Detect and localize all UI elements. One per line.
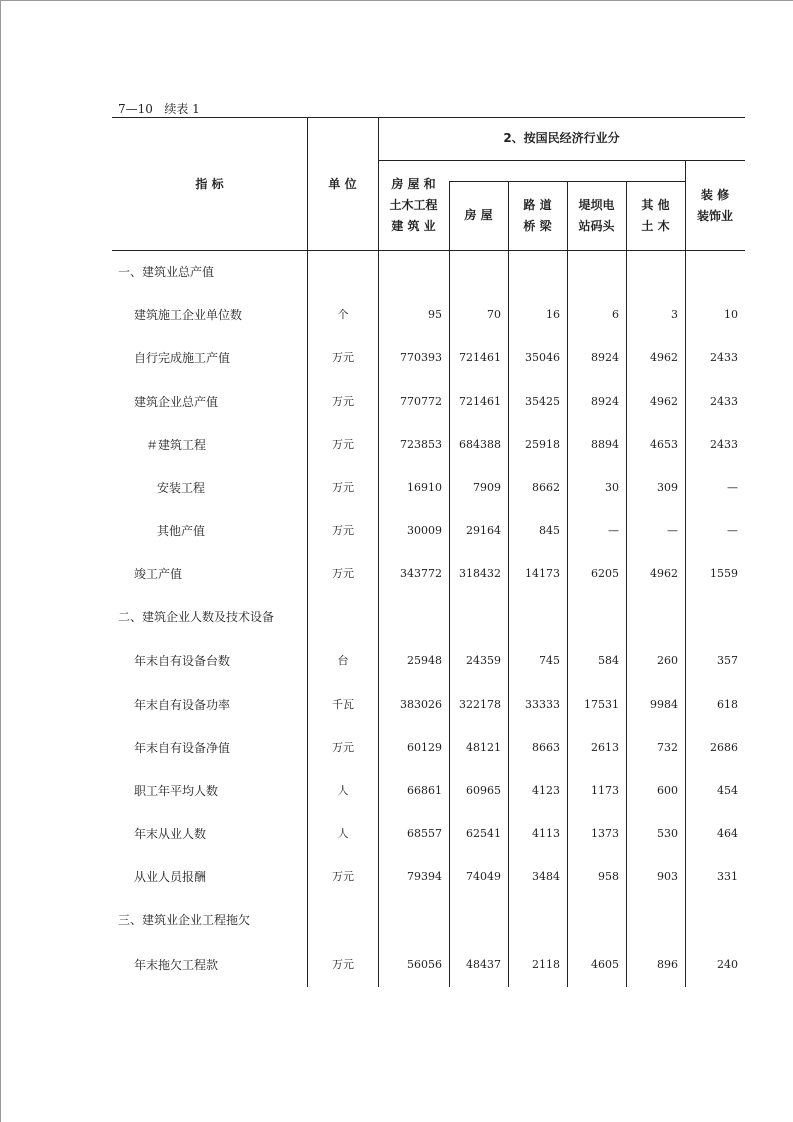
value-cell: 309 — [657, 481, 678, 494]
value-cell: 66861 — [407, 784, 442, 797]
value-cell: — — [727, 481, 738, 494]
value-cell: 70 — [487, 308, 501, 321]
header-col-decoration: 装 修 装饰业 — [696, 188, 733, 223]
value-cell: 95 — [428, 308, 442, 321]
value-cell: 35046 — [525, 351, 560, 364]
header-col-dam-port: 堤坝电 站码头 — [578, 198, 615, 233]
value-cell: 17531 — [584, 698, 619, 711]
row-label: 三、建筑业企业工程拖欠 — [118, 913, 251, 927]
value-cell: 8924 — [591, 351, 619, 364]
col-divider-road — [508, 181, 509, 987]
table-caption: 7—10 续表 1 — [118, 102, 200, 116]
value-cell: 4605 — [591, 958, 619, 971]
value-cell: 770772 — [400, 395, 442, 408]
value-cell: 60129 — [407, 741, 442, 754]
value-cell: 1173 — [591, 784, 619, 797]
value-cell: 6 — [612, 308, 619, 321]
row-label: 职工年平均人数 — [134, 784, 219, 798]
value-cell: 79394 — [407, 870, 442, 883]
header-col-other-civil: 其 他 土 木 — [641, 198, 670, 233]
value-cell: 684388 — [459, 438, 501, 451]
value-cell: 16910 — [407, 481, 442, 494]
row-label: 一、建筑业总产值 — [118, 265, 215, 279]
col-divider-other — [626, 181, 627, 987]
value-cell: 357 — [717, 654, 738, 667]
row-unit: 万元 — [332, 741, 354, 754]
value-cell: 721461 — [459, 351, 501, 364]
value-cell: 8894 — [591, 438, 619, 451]
row-label: 年末自有设备功率 — [134, 698, 231, 712]
value-cell: 2686 — [710, 741, 738, 754]
header-bottom-rule — [112, 250, 745, 251]
value-cell: 16 — [546, 308, 560, 321]
value-cell: 48121 — [466, 741, 501, 754]
value-cell: 383026 — [400, 698, 442, 711]
value-cell: 2433 — [710, 438, 738, 451]
value-cell: 62541 — [466, 827, 501, 840]
value-cell: 25948 — [407, 654, 442, 667]
value-cell: 2118 — [532, 958, 560, 971]
value-cell: 24359 — [466, 654, 501, 667]
value-cell: 33333 — [525, 698, 560, 711]
value-cell: 1559 — [710, 567, 738, 580]
row-unit: 个 — [337, 308, 349, 321]
value-cell: 322178 — [459, 698, 501, 711]
value-cell: 896 — [657, 958, 678, 971]
row-unit: 千瓦 — [332, 698, 354, 711]
header-col-housing: 房 屋 — [464, 208, 493, 222]
value-cell: 618 — [717, 698, 738, 711]
col-divider-group — [378, 117, 379, 987]
value-cell: 35425 — [525, 395, 560, 408]
row-label: 自行完成施工产值 — [134, 351, 231, 365]
value-cell: 1373 — [591, 827, 619, 840]
value-cell: 530 — [657, 827, 678, 840]
value-cell: 903 — [657, 870, 678, 883]
col-divider-housing — [449, 181, 450, 987]
header-col-road-bridge: 路 道 桥 梁 — [523, 198, 552, 233]
row-label: 建筑施工企业单位数 — [134, 308, 243, 322]
header-indicator: 指 标 — [195, 177, 224, 191]
header-group-title: 2、按国民经济行业分 — [503, 131, 620, 145]
row-label: 年末从业人数 — [134, 827, 207, 841]
value-cell: 10 — [724, 308, 738, 321]
value-cell: 584 — [598, 654, 619, 667]
value-cell: 331 — [717, 870, 738, 883]
value-cell: 14173 — [525, 567, 560, 580]
col-divider-dam — [567, 181, 568, 987]
value-cell: 721461 — [459, 395, 501, 408]
row-unit: 万元 — [332, 395, 354, 408]
value-cell: 8662 — [532, 481, 560, 494]
page-frame-left — [0, 0, 1, 1122]
row-unit: 万元 — [332, 481, 354, 494]
value-cell: 2613 — [591, 741, 619, 754]
value-cell: 48437 — [466, 958, 501, 971]
value-cell: 3 — [671, 308, 678, 321]
value-cell: 2433 — [710, 395, 738, 408]
row-label: 从业人员报酬 — [134, 870, 207, 884]
value-cell: 4962 — [650, 567, 678, 580]
row-unit: 台 — [337, 654, 349, 667]
value-cell: 770393 — [400, 351, 442, 364]
value-cell: 56056 — [407, 958, 442, 971]
value-cell: 30009 — [407, 524, 442, 537]
value-cell: 3484 — [532, 870, 560, 883]
value-cell: 318432 — [459, 567, 501, 580]
table-top-rule — [112, 117, 745, 118]
value-cell: 723853 — [400, 438, 442, 451]
value-cell: 464 — [717, 827, 738, 840]
value-cell: 60965 — [466, 784, 501, 797]
value-cell: 6205 — [591, 567, 619, 580]
value-cell: 7909 — [473, 481, 501, 494]
group-title-rule — [378, 160, 745, 161]
value-cell: 958 — [598, 870, 619, 883]
row-label: 年末自有设备净值 — [134, 741, 231, 755]
col-divider-unit — [307, 117, 308, 987]
value-cell: 74049 — [466, 870, 501, 883]
value-cell: 4653 — [650, 438, 678, 451]
value-cell: 745 — [539, 654, 560, 667]
value-cell: 454 — [717, 784, 738, 797]
value-cell: 30 — [605, 481, 619, 494]
value-cell: — — [667, 524, 678, 537]
header-col-building-civil: 房 屋 和 土木工程 建 筑 业 — [389, 177, 438, 233]
value-cell: 2433 — [710, 351, 738, 364]
value-cell: 25918 — [525, 438, 560, 451]
row-label: 年末自有设备台数 — [134, 654, 231, 668]
row-label: 竣工产值 — [134, 567, 183, 581]
row-unit: 万元 — [332, 567, 354, 580]
row-label: ＃建筑工程 — [146, 438, 207, 452]
value-cell: 29164 — [466, 524, 501, 537]
row-unit: 万元 — [332, 524, 354, 537]
row-unit: 万元 — [332, 958, 354, 971]
header-unit: 单 位 — [328, 177, 357, 191]
value-cell: 343772 — [400, 567, 442, 580]
value-cell: 4123 — [532, 784, 560, 797]
row-label: 其他产值 — [157, 524, 206, 538]
value-cell: 4962 — [650, 351, 678, 364]
row-unit: 人 — [337, 784, 349, 797]
row-label: 年末拖欠工程款 — [134, 958, 219, 972]
row-label: 建筑企业总产值 — [134, 395, 219, 409]
row-unit: 万元 — [332, 870, 354, 883]
value-cell: 4962 — [650, 395, 678, 408]
row-unit: 万元 — [332, 351, 354, 364]
value-cell: 8663 — [532, 741, 560, 754]
page-frame-top — [0, 0, 793, 1]
row-label: 安装工程 — [157, 481, 206, 495]
row-unit: 万元 — [332, 438, 354, 451]
value-cell: 240 — [717, 958, 738, 971]
value-cell: 732 — [657, 741, 678, 754]
value-cell: 8924 — [591, 395, 619, 408]
row-unit: 人 — [337, 827, 349, 840]
value-cell: 9984 — [650, 698, 678, 711]
value-cell: 845 — [539, 524, 560, 537]
value-cell: — — [608, 524, 619, 537]
value-cell: 600 — [657, 784, 678, 797]
row-label: 二、建筑企业人数及技术设备 — [118, 610, 275, 624]
value-cell: 68557 — [407, 827, 442, 840]
value-cell: — — [727, 524, 738, 537]
value-cell: 4113 — [532, 827, 560, 840]
value-cell: 260 — [657, 654, 678, 667]
